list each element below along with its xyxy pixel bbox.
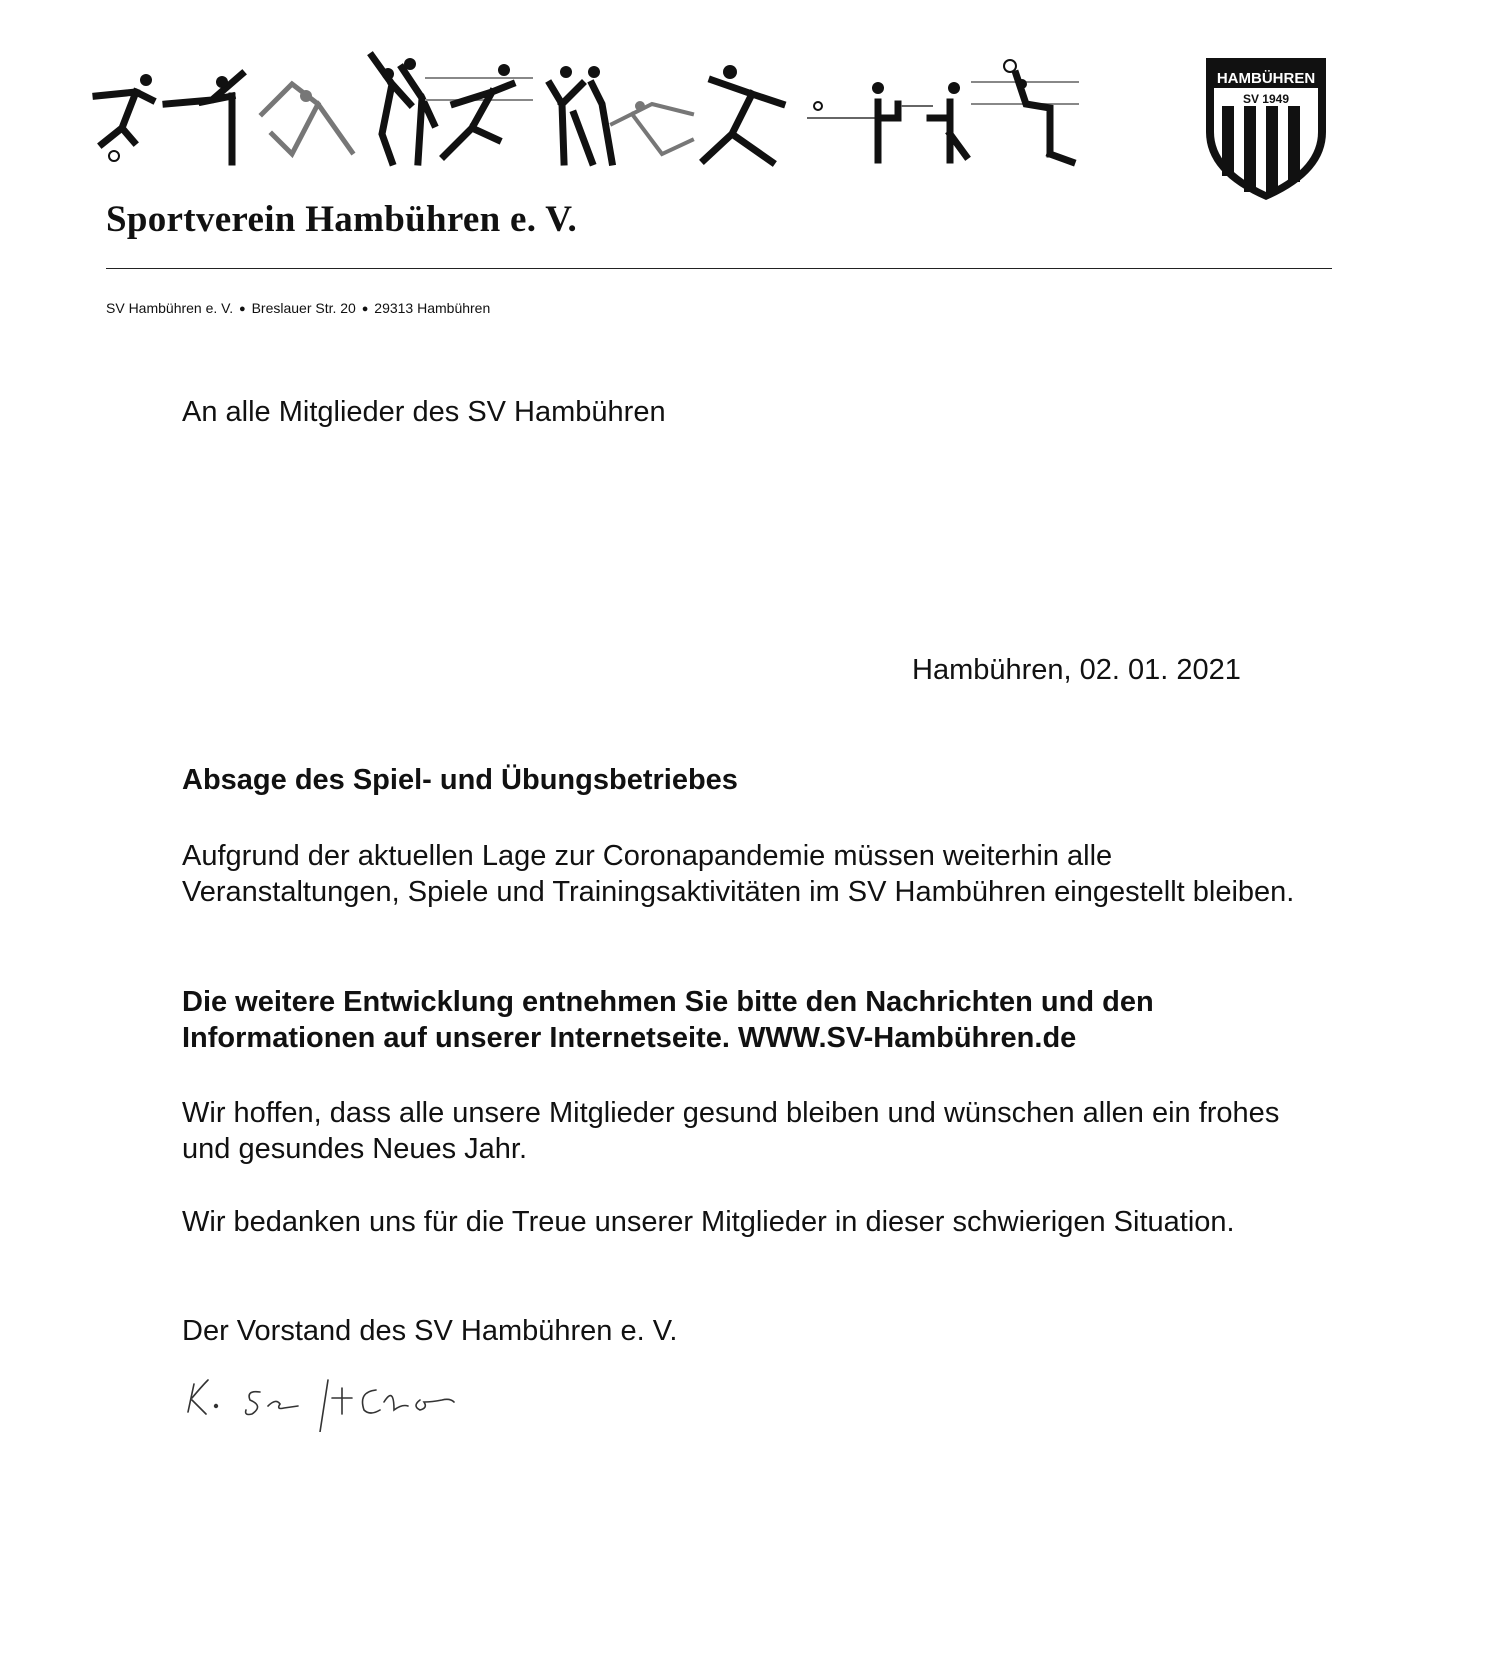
recipient: An alle Mitglieder des SV Hambühren xyxy=(182,396,666,428)
paragraph-website: Die weitere Entwicklung entnehmen Sie bitte den Nachrichten und den Informationen auf unserer Internetseite. WWW.SV-Hambühren.de xyxy=(182,986,1154,1054)
paragraph-wishes: Wir hoffen, dass alle unsere Mitglieder gesund bleiben und wünschen allen ein frohes und gesundes Neues Jahr. xyxy=(182,1097,1280,1165)
sender-street: Breslauer Str. 20 xyxy=(251,300,356,316)
letter-subject: Absage des Spiel- und Übungsbetriebes xyxy=(182,764,738,796)
paragraph-thanks: Wir bedanken uns für die Treue unserer Mitglieder in dieser schwierigen Situation. xyxy=(182,1206,1235,1238)
closing-line: Der Vorstand des SV Hambühren e. V. xyxy=(182,1315,678,1347)
sender-address-line xyxy=(106,300,490,316)
separator-dot: ● xyxy=(361,303,369,315)
date-line: Hambühren, 02. 01. 2021 xyxy=(912,654,1241,686)
crest-top-text: HAMBÜHREN xyxy=(1216,70,1316,87)
separator-dot: ● xyxy=(239,303,246,315)
sender-club: SV Hambühren e. V. xyxy=(106,300,234,316)
club-name: Sportverein Hambühren e. V. xyxy=(106,199,577,240)
crest-year-text: SV 1949 xyxy=(1242,92,1290,106)
paragraph-corona: Aufgrund der aktuellen Lage zur Coronapandemie müssen weiterhin alle Veranstaltungen, Spiele und Trainingsaktivitäten im SV Hambühren eingestellt bleiben. xyxy=(182,840,1295,908)
sport-pictograms-icon xyxy=(92,44,1152,174)
handwritten-signature-icon xyxy=(180,1362,520,1432)
club-crest-icon xyxy=(1200,52,1332,204)
header-divider xyxy=(106,268,1332,269)
sender-city: 29313 Hambühren xyxy=(374,300,491,316)
